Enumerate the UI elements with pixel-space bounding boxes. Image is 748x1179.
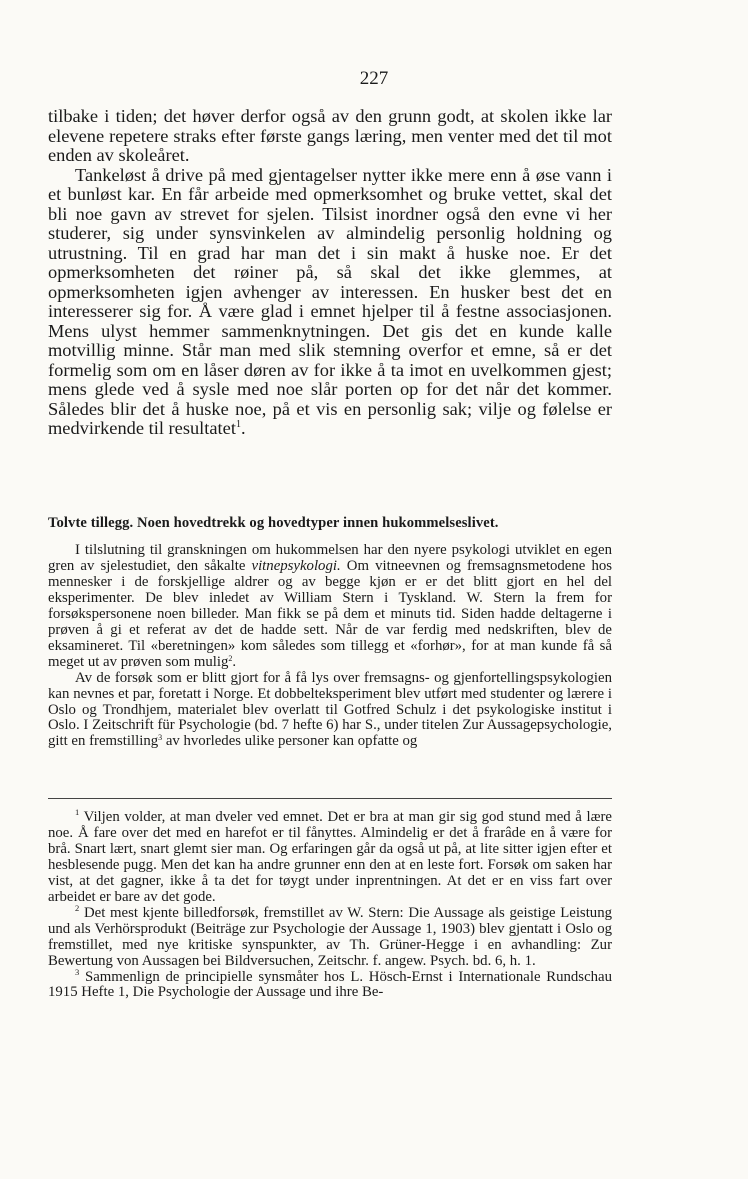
paragraph <box>48 166 612 439</box>
paragraph-text: I tilslutning til granskningen om hukommelsen har den nyere psykologi utviklet en egen gren av sjelestudiet, den såkalte <box>48 542 612 574</box>
section-heading: Tolvte tillegg. Noen hovedtrekk og hovedtyper innen hukommelseslivet. <box>48 515 499 531</box>
footnote-reference: 1 <box>235 419 241 430</box>
footnote-divider <box>48 798 612 799</box>
paragraph-text: Om vitneevnen og fremsagnsmetodene hos mennesker i de forskjellige aldrer og av begge kjøn er er det blitt gjort en hel del eksperimenter. De blev inledet av William Stern i Tyskland. W. Stern la frem for forsøkspersonene noen billeder. Man fikk se på dem et minuts tid. Siden hadde deltagerne i prøven å gi et referat av det de hadde sett. Når de var ferdig med nedskriften, blev de eksamineret. Til «beretningen» kom således som tillegg et «forhør», for at man kunde få så meget ut av prøven som mulig <box>48 557 612 670</box>
paragraph-text: tilbake i tiden; det høver derfor også av den grunn godt, at skolen ikke lar elevene repetere straks efter første gangs læring, men venter med det til mot enden av skoleåret. <box>48 106 612 165</box>
paragraph-end: . <box>240 418 246 438</box>
footnote <box>48 807 613 906</box>
footnote <box>48 902 613 970</box>
paragraph <box>48 671 612 751</box>
footnote-number: 2 <box>75 902 80 913</box>
page-number: 227 <box>359 68 389 89</box>
footnote-text: Det mest kjente billedforsøk, fremstillet av W. Stern: Die Aussage als geistige Leistung und als Verhörsprodukt (Beiträge zur Psychologie der Aussage 1, 1903) blev gjentatt i Oslo og fremstillet, med nye kritiske synspunkter, av Th. Grüner-Hegge i en avhandling: Zur Bewertung von Aussagen bei Bildversuchen, Zeitschr. f. angew. Psych. bd. 6, h. 1. <box>48 904 613 969</box>
paragraph-text: av hvorledes ulike personer kan opfatte og <box>165 733 418 750</box>
footnote-text: Viljen volder, at man dveler ved emnet. Det er bra at man gir sig god stund med å lære noe. Å fare over det med en harefot er til fånyttes. Almindelig er det å frarâde en å være for brå. Snart lært, snart glemt sier man. Og erfaringen går da også ut på, at lite sitter igjen efter et hesblesende pugg. Men det kan ha andre grunner enn den at en leste fort. Forsøk om saken har vist, at det gagner, ikke å ta det for tøygt under inprentningen. At det er en viss fart over arbeidet er bare av det gode. <box>48 809 613 905</box>
paragraph-text: Tankeløst å drive på med gjentagelser nytter ikke mere enn å øse vann i et bunløst kar. En får arbeide med opmerksomhet og bruke vettet, skal det bli noe gavn av strevet for sjelen. Tilsist inordner også den evne vi her studerer, sig under synsvinkelen av almindelig personlig holdning og utrustning. Til en grad har man det i sin makt å huske noe. Er det opmerksomheten det røiner på, så skal det ikke glemmes, at opmerksomheten igjen avhenger av interessen. En husker best det en interesserer sig for. Å være glad i emnet hjelper til å festne associasjonen. Mens ulyst hemmer sammenknytningen. Det gis det en kunde kalle motvillig minne. Står man med slik stemning overfor et emne, så er det formelig som om en låser døren av for ikke å ta imot en uvelkommen gjest; mens glede ved å sysle med noe slår porten op for det når det kommer. Således blir det å huske noe, på et vis en personlig sak; vilje og følelse er medvirkende til resultatet <box>48 164 612 438</box>
footnote-reference: 3 <box>158 733 163 743</box>
footnote-reference: 2 <box>228 653 233 663</box>
section-text <box>48 543 612 750</box>
footnotes <box>48 807 613 1001</box>
footnote-text: Sammenlign de principielle synsmåter hos L. Hösch-Ernst i Internationale Rundschau 1915 Hefte 1, Die Psychologie der Aussage und ihre Be- <box>48 968 612 1001</box>
paragraph-end: . <box>232 653 237 670</box>
paragraph <box>48 107 612 166</box>
footnote-number: 3 <box>75 966 80 977</box>
main-text <box>48 107 612 439</box>
footnote <box>48 966 612 1002</box>
paragraph-text: Av de forsøk som er blitt gjort for å få lys over fremsagns- og gjenfortellingspsykologien kan nevnes et par, foretatt i Norge. Et dobbelteksperiment blev utført med studenter og lærere i Oslo og Trondhjem, materialet blev overlatt til Gotfred Schulz i det psykologiske institut i Oslo. I Zeitschrift für Psychologie (bd. 7 hefte 6) har S., under titelen Zur Aussagepsychologie, gitt en fremstilling <box>48 669 612 750</box>
italic-term: vitnepsykologi. <box>251 557 341 574</box>
paragraph <box>48 543 612 671</box>
footnote-number: 1 <box>75 807 80 817</box>
